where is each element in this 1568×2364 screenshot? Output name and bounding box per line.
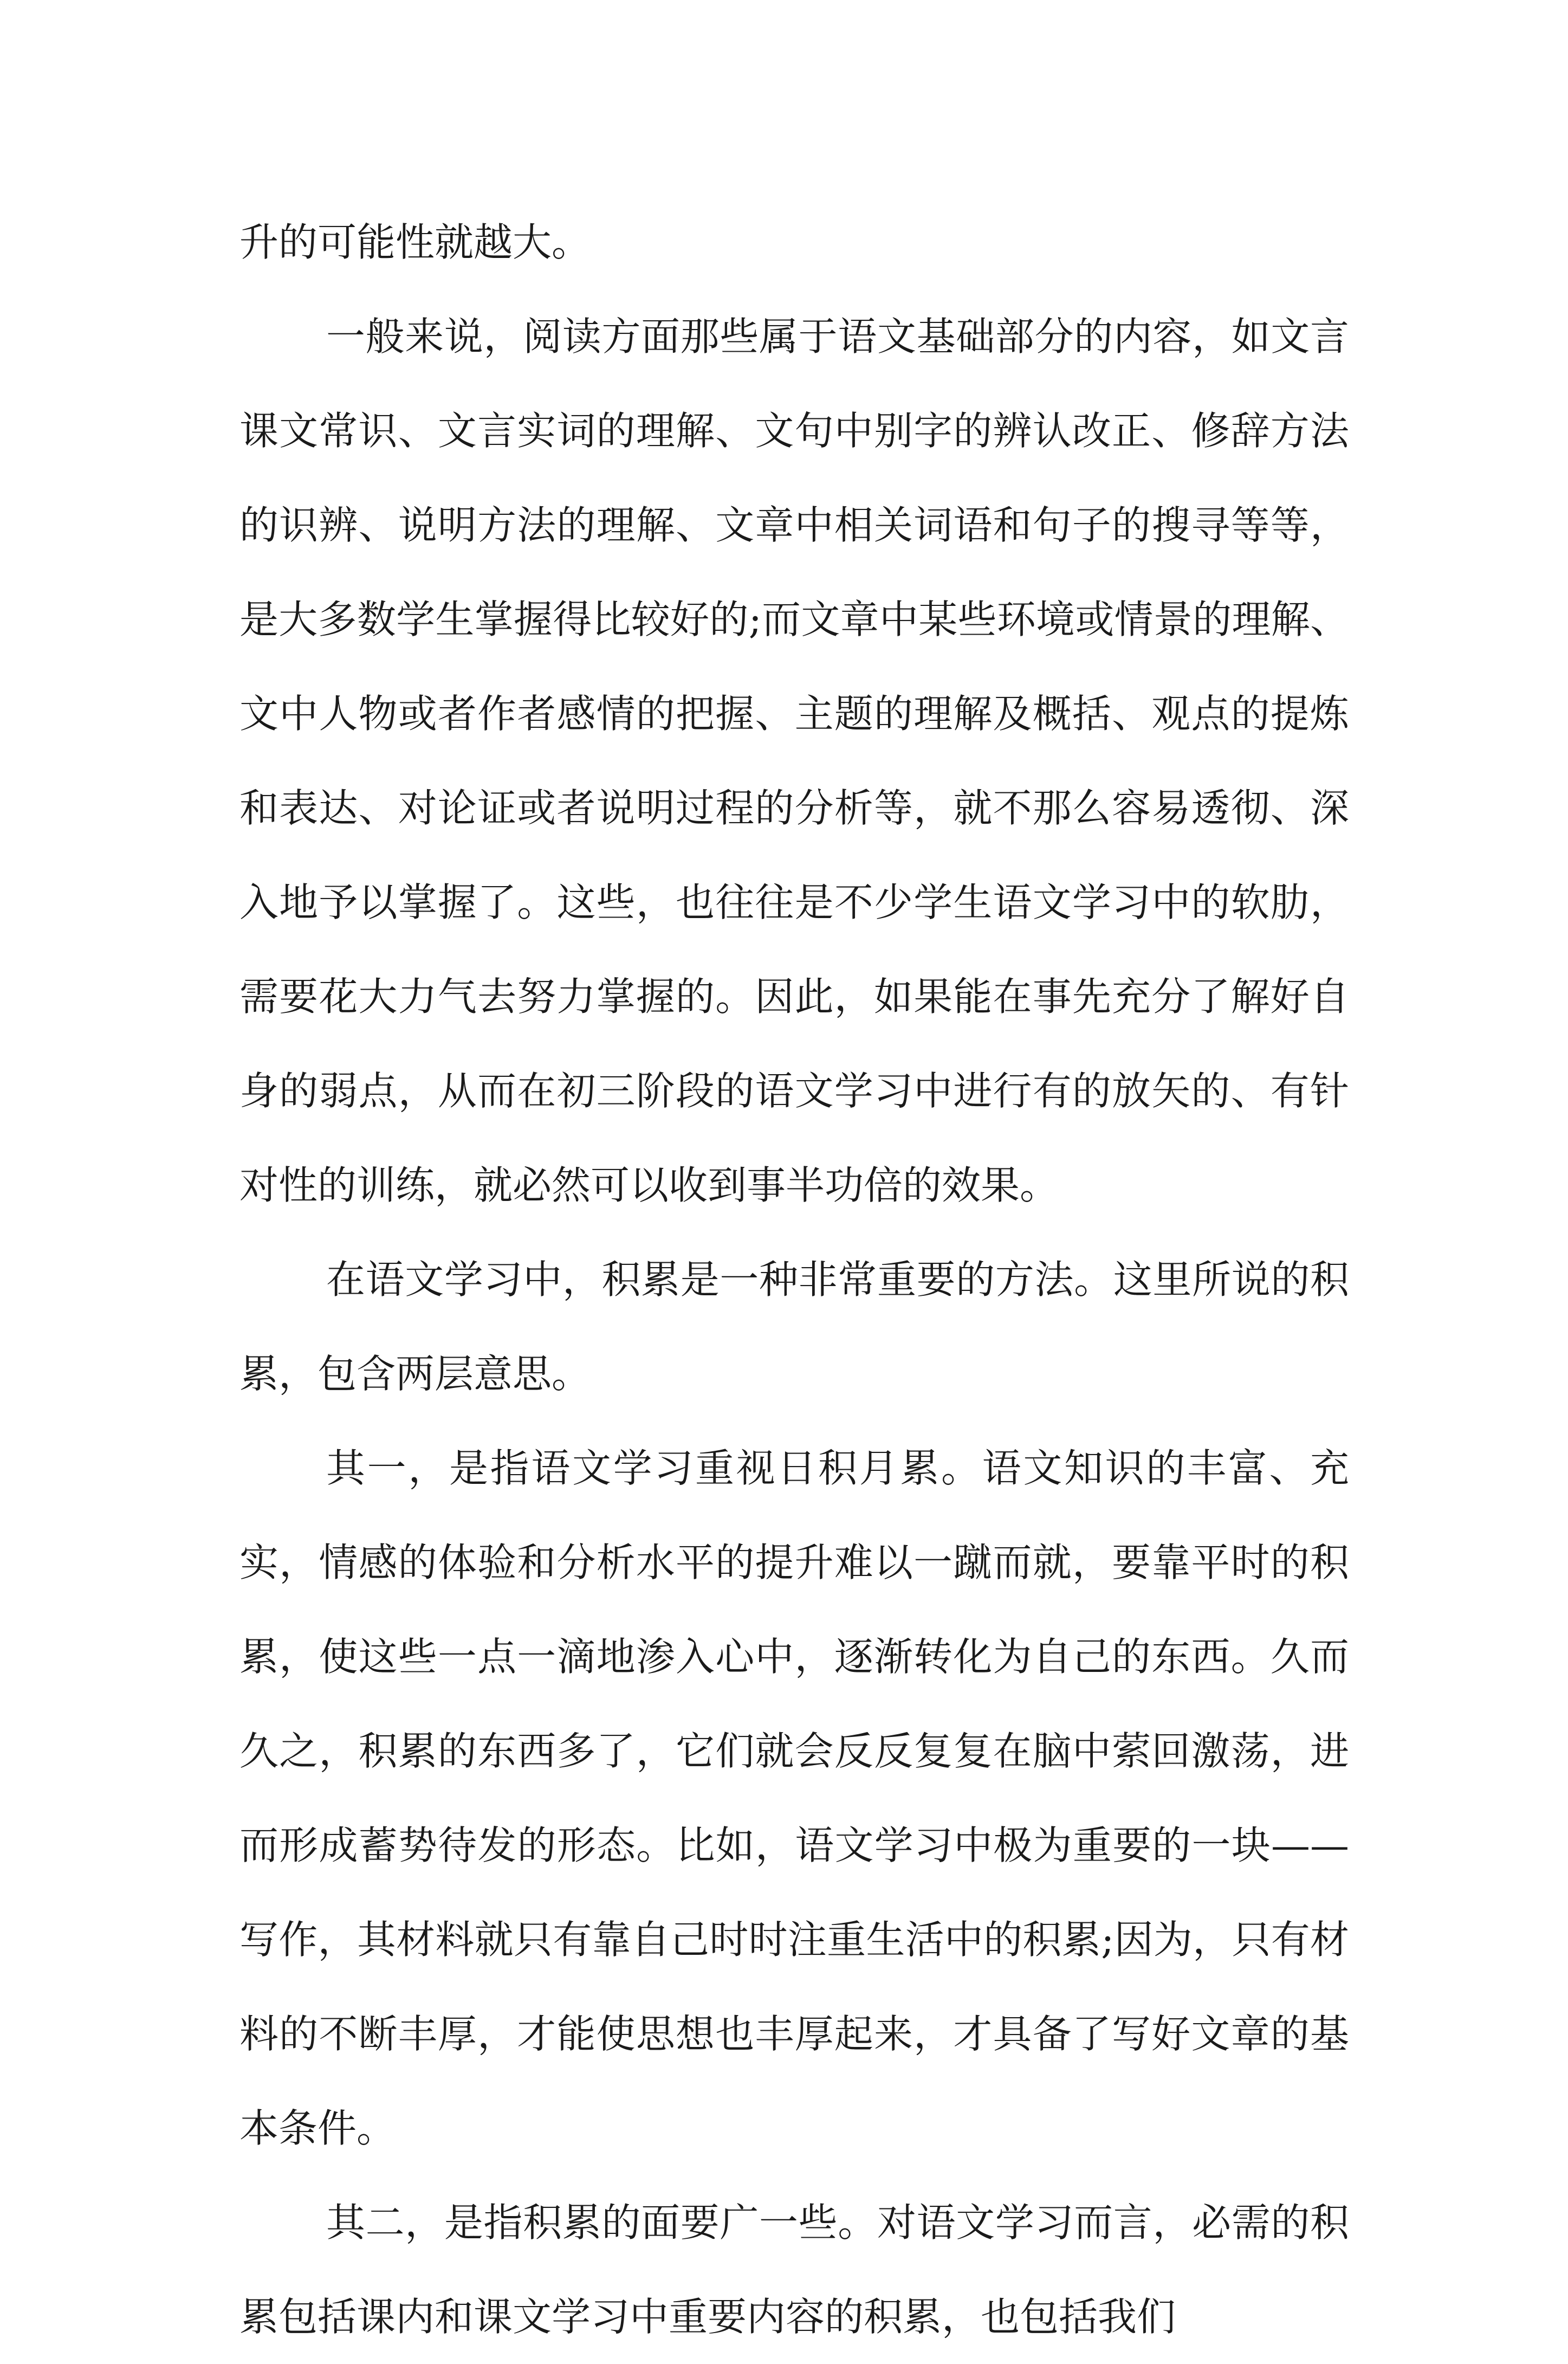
paragraph-continued: 升的可能性就越大。 — [239, 219, 591, 265]
document-body — [239, 195, 1349, 2364]
paragraph-accumulation-second: 其二，是指积累的面要广一些。对语文学习而言，必需的积累包括课内和课文学习中重要内容的积累，也包括我们 — [239, 2200, 1349, 2340]
paragraph-accumulation-intro: 在语文学习中，积累是一种非常重要的方法。这里所说的积累，包含两层意思。 — [239, 1257, 1349, 1397]
paragraph-reading-basics: 一般来说，阅读方面那些属于语文基础部分的内容，如文言课文常识、文言实词的理解、文句中别字的辨认改正、修辞方法的识辨、说明方法的理解、文章中相关词语和句子的搜寻等等，是大多数学生掌握得比较好的;而文章中某些环境或情景的理解、文中人物或者作者感情的把握、主题的理解及概括、观点的提炼和表达、对论证或者说明过程的分析等，就不那么容易透彻、深入地予以掌握了。这些，也往往是不少学生语文学习中的软肋，需要花大力气去努力掌握的。因此，如果能在事先充分了解好自身的弱点，从而在初三阶段的语文学习中进行有的放矢的、有针对性的训练，就必然可以收到事半功倍的效果。 — [239, 314, 1349, 1208]
paragraph-accumulation-first: 其一，是指语文学习重视日积月累。语文知识的丰富、充实，情感的体验和分析水平的提升难以一蹴而就，要靠平时的积累，使这些一点一滴地渗入心中，逐渐转化为自己的东西。久而久之，积累的东西多了，它们就会反反复复在脑中萦回激荡，进而形成蓄势待发的形态。比如，语文学习中极为重要的一块——写作，其材料就只有靠自己时时注重生活中的积累;因为，只有材料的不断丰厚，才能使思想也丰厚起来，才具备了写好文章的基本条件。 — [239, 1445, 1349, 2151]
